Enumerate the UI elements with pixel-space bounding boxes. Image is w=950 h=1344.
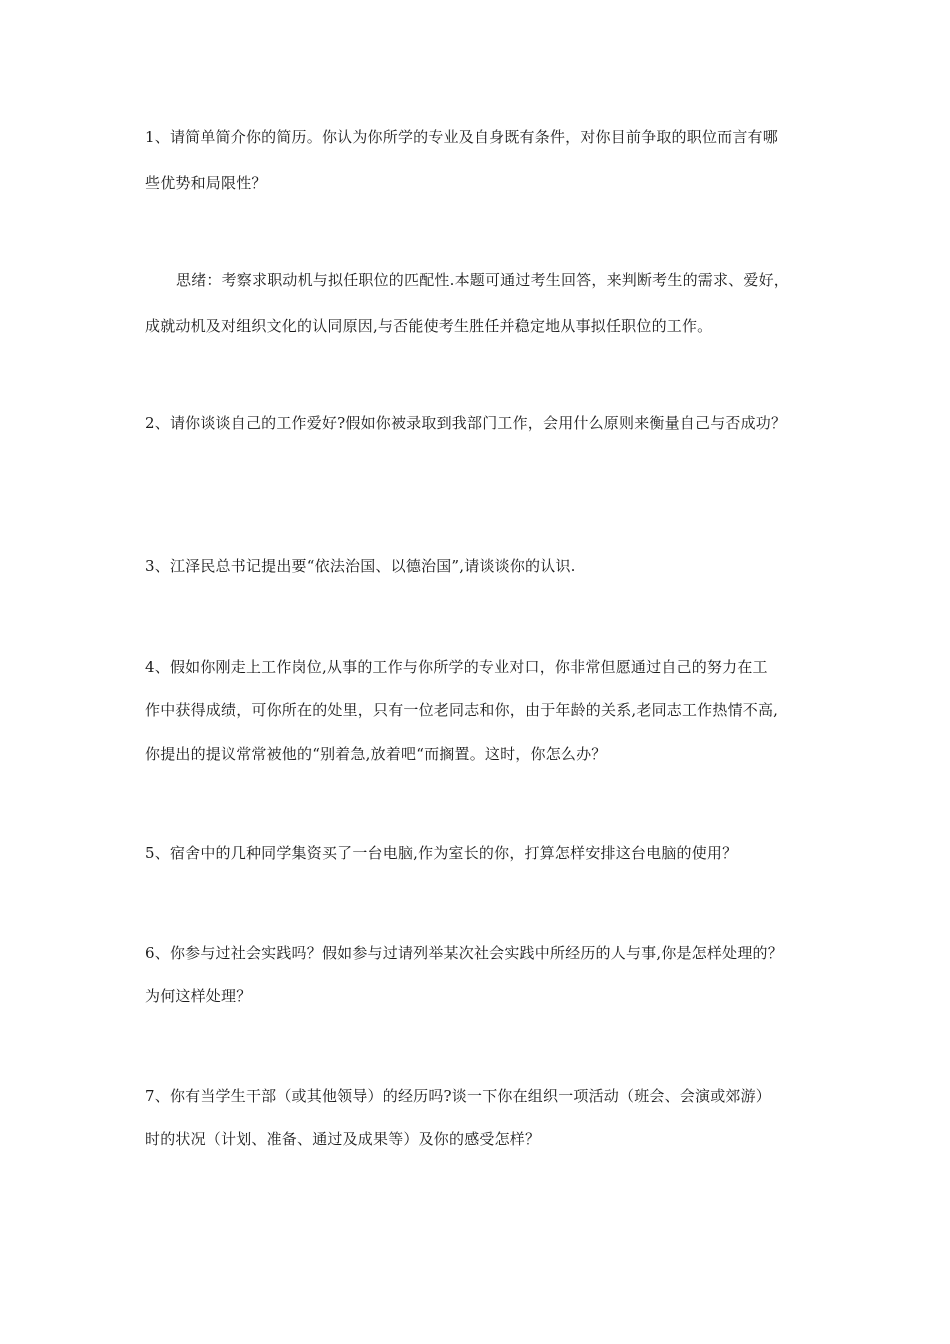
question-1-line-1: 1、请简单简介你的简历。你认为你所学的专业及自身既有条件，对你目前争取的职位而言有哪 (145, 128, 778, 146)
question-5-line-1: 5、宿舍中的几种同学集资买了一台电脑,作为室长的你，打算怎样安排这台电脑的使用？ (145, 844, 738, 862)
question-7-line-2: 时的状况（计划、准备、通过及成果等）及你的感受怎样？ (145, 1130, 541, 1148)
question-4-line-1: 4、假如你刚走上工作岗位,从事的工作与你所学的专业对口，你非常但愿通过自己的努力在工 (145, 658, 768, 676)
question-4-line-2: 作中获得成绩，可你所在的处里，只有一位老同志和你，由于年龄的关系,老同志工作热情不高, (145, 701, 779, 719)
question-7-line-1: 7、你有当学生干部（或其他领导）的经历吗?谈一下你在组织一项活动（班会、会演或郊游） (145, 1087, 771, 1105)
question-3-line-1: 3、江泽民总书记提出要“依法治国、以德治国”,请谈谈你的认识. (145, 557, 576, 575)
analysis-line-1: 思绪：考察求职动机与拟任职位的匹配性.本题可通过考生回答，来判断考生的需求、爱好， (176, 271, 789, 289)
question-6-line-2: 为何这样处理？ (145, 987, 252, 1005)
analysis-line-2: 成就动机及对组织文化的认同原因,与否能使考生胜任并稳定地从事拟任职位的工作。 (145, 317, 713, 335)
question-1-line-2: 些优势和局限性？ (145, 174, 267, 192)
question-6-line-1: 6、你参与过社会实践吗？假如参与过请列举某次社会实践中所经历的人与事,你是怎样处理的？ (145, 944, 783, 962)
question-2-line-1: 2、请你谈谈自己的工作爱好?假如你被录取到我部门工作，会用什么原则来衡量自己与否成功？ (145, 414, 787, 432)
question-4-line-3: 你提出的提议常常被他的“别着急,放着吧“而搁置。这时，你怎么办？ (145, 745, 607, 763)
